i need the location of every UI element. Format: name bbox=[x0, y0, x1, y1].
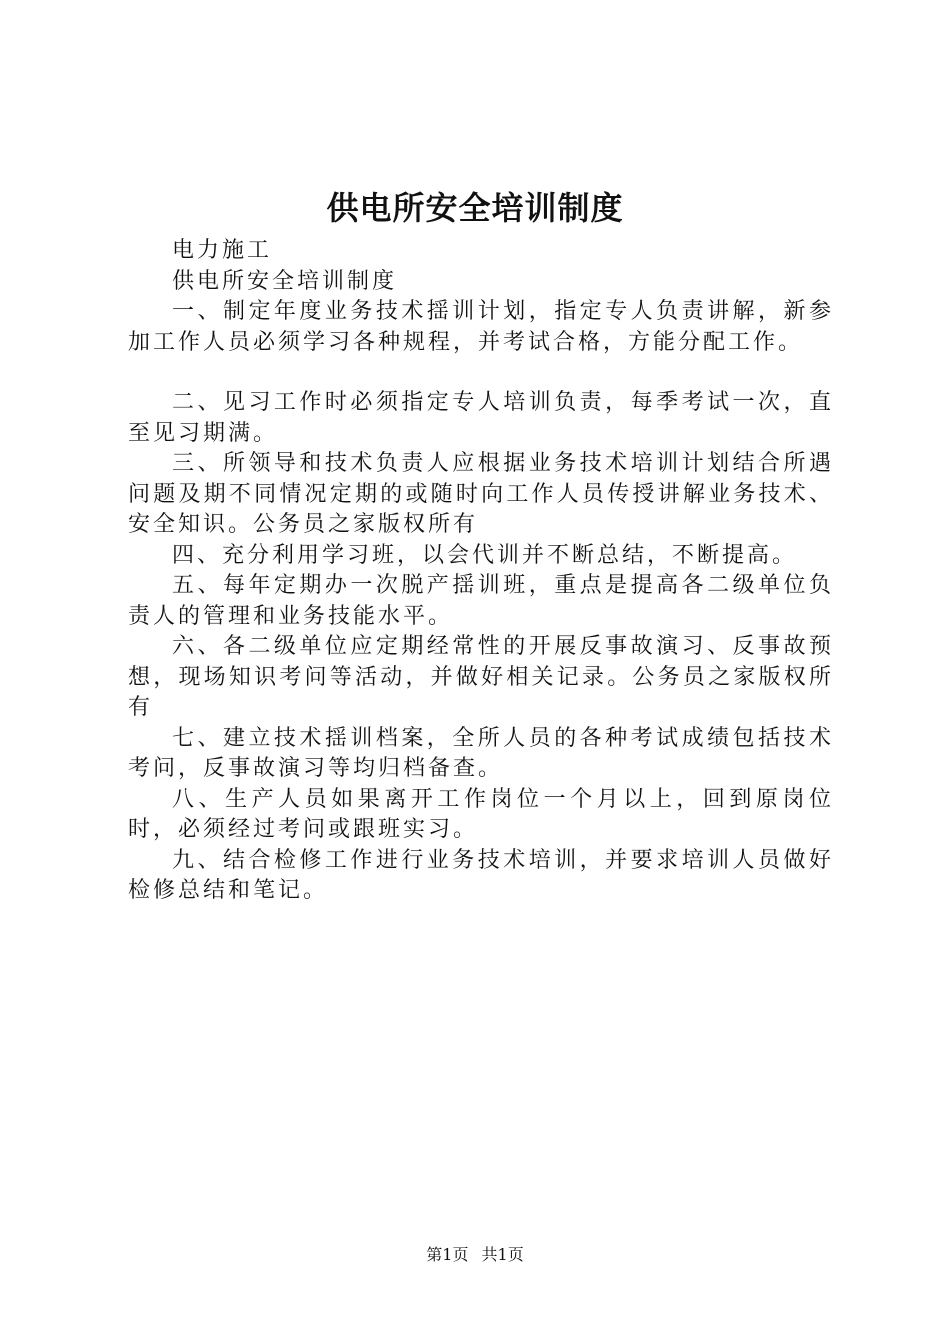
paragraph-subtitle: 供电所安全培训制度 bbox=[172, 268, 398, 294]
page-number-current: 第1页 bbox=[426, 1245, 469, 1264]
page-footer bbox=[0, 1244, 950, 1266]
paragraph-item-7: 七、建立技术揺训档案，全所人员的各种考试成绩包括技术考问，反事故演习等均归档备查。 bbox=[128, 725, 834, 781]
paragraph-item-4: 四、充分利用学习班，以会代训并不断总结，不断提高。 bbox=[172, 542, 798, 568]
paragraph-item-1: 一、制定年度业务技术揺训计划，指定专人负责讲解，新参加工作人员必须学习各种规程，并考试合格，方能分配工作。 bbox=[128, 299, 834, 355]
page-number-total: 共1页 bbox=[481, 1245, 524, 1264]
paragraph-item-8: 八、生产人员如果离开工作岗位一个月以上，回到原岗位时，必须经过考问或跟班实习。 bbox=[128, 786, 834, 842]
paragraph-item-3: 三、所领导和技术负责人应根据业务技术培训计划结合所遇问题及期不同情况定期的或随时向工作人员传授讲解业务技术、安全知识。公务员之家版权所有 bbox=[128, 451, 834, 537]
paragraph-item-6: 六、各二级单位应定期经常性的开展反事故演习、反事故预想，现场知识考问等活动，并做好相关记录。公务员之家版权所有 bbox=[128, 634, 834, 720]
paragraph-item-5: 五、每年定期办一次脱产揺训班，重点是提高各二级单位负责人的管理和业务技能水平。 bbox=[128, 573, 834, 629]
paragraph-item-9: 九、结合检修工作进行业务技术培训，并要求培训人员做好检修总结和笔记。 bbox=[128, 847, 834, 903]
paragraph-category: 电力施工 bbox=[172, 238, 273, 263]
document-title: 供电所安全培训制度 bbox=[326, 189, 624, 227]
document-body bbox=[128, 236, 834, 907]
paragraph-item-2: 二、见习工作时必须指定专人培训负责，每季考试一次，直至见习期满。 bbox=[128, 390, 834, 446]
